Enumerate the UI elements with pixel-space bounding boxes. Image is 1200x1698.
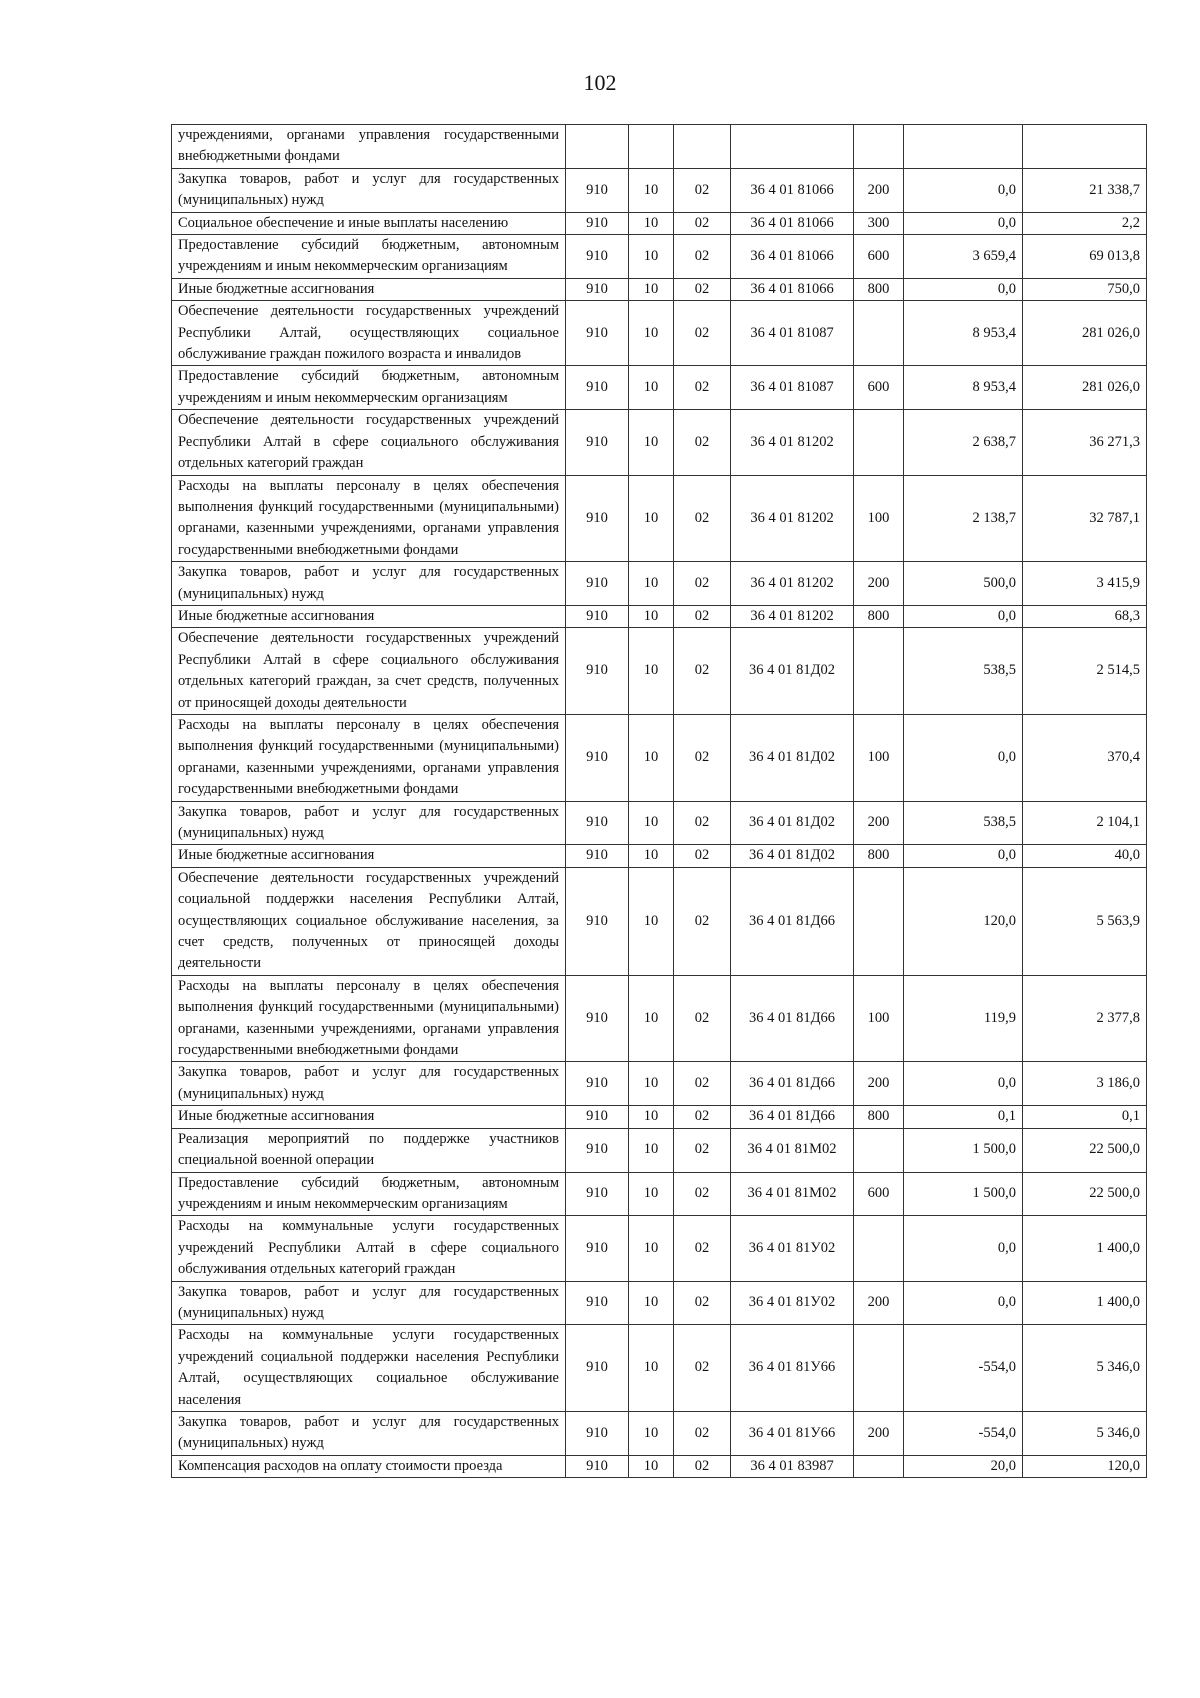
row-grbs-code: 910 bbox=[566, 1128, 629, 1172]
table-row bbox=[172, 410, 1147, 475]
row-section-code: 10 bbox=[629, 605, 674, 627]
row-grbs-code: 910 bbox=[566, 301, 629, 366]
row-target-item-code: 36 4 01 81У66 bbox=[731, 1411, 854, 1455]
row-amount-total: 750,0 bbox=[1023, 278, 1147, 300]
row-amount-total: 1 400,0 bbox=[1023, 1216, 1147, 1281]
row-section-code: 10 bbox=[629, 714, 674, 801]
row-target-item-code: 36 4 01 81М02 bbox=[731, 1128, 854, 1172]
row-subsection-code: 02 bbox=[674, 801, 731, 845]
row-amount-total bbox=[1023, 125, 1147, 169]
row-grbs-code: 910 bbox=[566, 975, 629, 1062]
row-target-item-code: 36 4 01 81066 bbox=[731, 168, 854, 212]
row-amount-change: 0,0 bbox=[904, 1281, 1023, 1325]
row-target-item-code: 36 4 01 81087 bbox=[731, 301, 854, 366]
table-row bbox=[172, 1128, 1147, 1172]
table-row bbox=[172, 714, 1147, 801]
row-section-code: 10 bbox=[629, 1411, 674, 1455]
row-section-code: 10 bbox=[629, 366, 674, 410]
row-grbs-code: 910 bbox=[566, 235, 629, 279]
row-amount-change: 120,0 bbox=[904, 867, 1023, 975]
row-subsection-code: 02 bbox=[674, 1172, 731, 1216]
row-expense-type-code bbox=[854, 1128, 904, 1172]
row-amount-total: 21 338,7 bbox=[1023, 168, 1147, 212]
row-grbs-code: 910 bbox=[566, 628, 629, 715]
row-amount-total: 2,2 bbox=[1023, 212, 1147, 234]
row-section-code: 10 bbox=[629, 212, 674, 234]
table-row bbox=[172, 975, 1147, 1062]
row-description: Предоставление субсидий бюджетным, автономным учреждениям и иным некоммерческим организациям bbox=[172, 366, 566, 410]
row-expense-type-code: 800 bbox=[854, 278, 904, 300]
row-amount-total: 5 346,0 bbox=[1023, 1411, 1147, 1455]
row-target-item-code: 36 4 01 81Д02 bbox=[731, 714, 854, 801]
row-description: Компенсация расходов на оплату стоимости проезда bbox=[172, 1455, 566, 1477]
table-row bbox=[172, 212, 1147, 234]
row-grbs-code: 910 bbox=[566, 714, 629, 801]
row-amount-total: 2 104,1 bbox=[1023, 801, 1147, 845]
row-description: Предоставление субсидий бюджетным, автономным учреждениям и иным некоммерческим организациям bbox=[172, 235, 566, 279]
row-grbs-code: 910 bbox=[566, 475, 629, 562]
row-description: Иные бюджетные ассигнования bbox=[172, 278, 566, 300]
row-expense-type-code: 600 bbox=[854, 235, 904, 279]
table-row bbox=[172, 1172, 1147, 1216]
row-amount-total: 40,0 bbox=[1023, 845, 1147, 867]
row-target-item-code: 36 4 01 81066 bbox=[731, 235, 854, 279]
row-grbs-code: 910 bbox=[566, 1172, 629, 1216]
row-target-item-code: 36 4 01 81202 bbox=[731, 410, 854, 475]
table-row bbox=[172, 1106, 1147, 1128]
row-expense-type-code: 800 bbox=[854, 1106, 904, 1128]
row-description: Закупка товаров, работ и услуг для государственных (муниципальных) нужд bbox=[172, 168, 566, 212]
table-row bbox=[172, 1216, 1147, 1281]
row-subsection-code: 02 bbox=[674, 1216, 731, 1281]
row-description: Иные бюджетные ассигнования bbox=[172, 845, 566, 867]
row-amount-total: 22 500,0 bbox=[1023, 1128, 1147, 1172]
row-amount-change: 0,1 bbox=[904, 1106, 1023, 1128]
row-section-code: 10 bbox=[629, 1325, 674, 1412]
row-subsection-code: 02 bbox=[674, 1411, 731, 1455]
row-section-code: 10 bbox=[629, 278, 674, 300]
table-row bbox=[172, 1411, 1147, 1455]
row-expense-type-code: 200 bbox=[854, 1281, 904, 1325]
row-target-item-code: 36 4 01 81Д66 bbox=[731, 975, 854, 1062]
row-amount-change: -554,0 bbox=[904, 1325, 1023, 1412]
row-section-code: 10 bbox=[629, 1128, 674, 1172]
row-description: Закупка товаров, работ и услуг для государственных (муниципальных) нужд bbox=[172, 1062, 566, 1106]
row-section-code: 10 bbox=[629, 235, 674, 279]
row-target-item-code: 36 4 01 81087 bbox=[731, 366, 854, 410]
table-row bbox=[172, 867, 1147, 975]
row-target-item-code: 36 4 01 81066 bbox=[731, 212, 854, 234]
row-subsection-code: 02 bbox=[674, 845, 731, 867]
row-section-code: 10 bbox=[629, 1281, 674, 1325]
row-amount-total: 32 787,1 bbox=[1023, 475, 1147, 562]
row-section-code: 10 bbox=[629, 867, 674, 975]
row-target-item-code: 36 4 01 81202 bbox=[731, 605, 854, 627]
row-expense-type-code bbox=[854, 1325, 904, 1412]
row-subsection-code: 02 bbox=[674, 1106, 731, 1128]
row-expense-type-code: 300 bbox=[854, 212, 904, 234]
row-expense-type-code bbox=[854, 301, 904, 366]
row-expense-type-code: 800 bbox=[854, 605, 904, 627]
row-target-item-code: 36 4 01 81У66 bbox=[731, 1325, 854, 1412]
row-expense-type-code: 100 bbox=[854, 475, 904, 562]
row-subsection-code bbox=[674, 125, 731, 169]
row-target-item-code: 36 4 01 81066 bbox=[731, 278, 854, 300]
row-section-code: 10 bbox=[629, 975, 674, 1062]
row-expense-type-code: 200 bbox=[854, 168, 904, 212]
row-description: Обеспечение деятельности государственных учреждений Республики Алтай в сфере социального обслуживания отдельных категорий граждан bbox=[172, 410, 566, 475]
row-subsection-code: 02 bbox=[674, 366, 731, 410]
row-target-item-code: 36 4 01 81Д02 bbox=[731, 628, 854, 715]
row-section-code bbox=[629, 125, 674, 169]
row-subsection-code: 02 bbox=[674, 562, 731, 606]
table-row bbox=[172, 125, 1147, 169]
row-section-code: 10 bbox=[629, 301, 674, 366]
row-description: Расходы на коммунальные услуги государственных учреждений Республики Алтай в сфере социального обслуживания отдельных категорий граждан bbox=[172, 1216, 566, 1281]
row-subsection-code: 02 bbox=[674, 1128, 731, 1172]
table-row bbox=[172, 1281, 1147, 1325]
row-description: Расходы на выплаты персоналу в целях обеспечения выполнения функций государственными (муниципальными) органами, казенными учреждениями, органами управления государственными внебюджетными фондами bbox=[172, 475, 566, 562]
row-section-code: 10 bbox=[629, 562, 674, 606]
row-amount-total: 1 400,0 bbox=[1023, 1281, 1147, 1325]
row-amount-change: 20,0 bbox=[904, 1455, 1023, 1477]
row-amount-change: 3 659,4 bbox=[904, 235, 1023, 279]
row-target-item-code: 36 4 01 81М02 bbox=[731, 1172, 854, 1216]
page-number: 102 bbox=[583, 70, 617, 95]
row-expense-type-code: 200 bbox=[854, 1062, 904, 1106]
row-description: Закупка товаров, работ и услуг для государственных (муниципальных) нужд bbox=[172, 1411, 566, 1455]
table-row bbox=[172, 1455, 1147, 1477]
row-subsection-code: 02 bbox=[674, 475, 731, 562]
row-target-item-code: 36 4 01 81Д66 bbox=[731, 867, 854, 975]
row-description: учреждениями, органами управления государственными внебюджетными фондами bbox=[172, 125, 566, 169]
table-row bbox=[172, 1062, 1147, 1106]
table-row bbox=[172, 278, 1147, 300]
table-row bbox=[172, 475, 1147, 562]
row-amount-change: 119,9 bbox=[904, 975, 1023, 1062]
row-description: Закупка товаров, работ и услуг для государственных (муниципальных) нужд bbox=[172, 562, 566, 606]
row-amount-total: 36 271,3 bbox=[1023, 410, 1147, 475]
row-target-item-code: 36 4 01 83987 bbox=[731, 1455, 854, 1477]
row-amount-total: 5 563,9 bbox=[1023, 867, 1147, 975]
row-subsection-code: 02 bbox=[674, 301, 731, 366]
row-section-code: 10 bbox=[629, 1455, 674, 1477]
table-row bbox=[172, 562, 1147, 606]
row-subsection-code: 02 bbox=[674, 1281, 731, 1325]
row-grbs-code: 910 bbox=[566, 562, 629, 606]
table-row bbox=[172, 235, 1147, 279]
row-description: Иные бюджетные ассигнования bbox=[172, 605, 566, 627]
row-description: Расходы на выплаты персоналу в целях обеспечения выполнения функций государственными (муниципальными) органами, казенными учреждениями, органами управления государственными внебюджетными фондами bbox=[172, 714, 566, 801]
row-target-item-code bbox=[731, 125, 854, 169]
row-subsection-code: 02 bbox=[674, 605, 731, 627]
row-description: Обеспечение деятельности государственных учреждений Республики Алтай, осуществляющих социальное обслуживание граждан пожилого возраста и инвалидов bbox=[172, 301, 566, 366]
row-target-item-code: 36 4 01 81202 bbox=[731, 475, 854, 562]
row-grbs-code: 910 bbox=[566, 1325, 629, 1412]
row-amount-change: 538,5 bbox=[904, 628, 1023, 715]
row-section-code: 10 bbox=[629, 1172, 674, 1216]
row-expense-type-code: 200 bbox=[854, 801, 904, 845]
row-section-code: 10 bbox=[629, 845, 674, 867]
row-target-item-code: 36 4 01 81Д02 bbox=[731, 845, 854, 867]
row-grbs-code: 910 bbox=[566, 867, 629, 975]
row-target-item-code: 36 4 01 81Д66 bbox=[731, 1106, 854, 1128]
row-amount-change: 0,0 bbox=[904, 278, 1023, 300]
row-expense-type-code bbox=[854, 410, 904, 475]
row-section-code: 10 bbox=[629, 410, 674, 475]
row-description: Закупка товаров, работ и услуг для государственных (муниципальных) нужд bbox=[172, 801, 566, 845]
row-amount-change: 0,0 bbox=[904, 714, 1023, 801]
row-subsection-code: 02 bbox=[674, 1062, 731, 1106]
row-section-code: 10 bbox=[629, 628, 674, 715]
row-subsection-code: 02 bbox=[674, 975, 731, 1062]
row-subsection-code: 02 bbox=[674, 168, 731, 212]
row-expense-type-code bbox=[854, 867, 904, 975]
row-expense-type-code: 100 bbox=[854, 975, 904, 1062]
row-grbs-code bbox=[566, 125, 629, 169]
row-amount-change: 8 953,4 bbox=[904, 366, 1023, 410]
row-amount-total: 2 514,5 bbox=[1023, 628, 1147, 715]
row-amount-change: 0,0 bbox=[904, 1062, 1023, 1106]
row-amount-change: 0,0 bbox=[904, 168, 1023, 212]
table-row bbox=[172, 1325, 1147, 1412]
row-grbs-code: 910 bbox=[566, 212, 629, 234]
row-amount-total: 2 377,8 bbox=[1023, 975, 1147, 1062]
table-row bbox=[172, 801, 1147, 845]
row-amount-change: 0,0 bbox=[904, 845, 1023, 867]
table-row bbox=[172, 845, 1147, 867]
row-grbs-code: 910 bbox=[566, 1455, 629, 1477]
row-amount-change: 8 953,4 bbox=[904, 301, 1023, 366]
row-amount-change: 500,0 bbox=[904, 562, 1023, 606]
row-subsection-code: 02 bbox=[674, 278, 731, 300]
row-description: Социальное обеспечение и иные выплаты населению bbox=[172, 212, 566, 234]
row-amount-change: 0,0 bbox=[904, 1216, 1023, 1281]
row-section-code: 10 bbox=[629, 1216, 674, 1281]
row-grbs-code: 910 bbox=[566, 801, 629, 845]
row-target-item-code: 36 4 01 81Д02 bbox=[731, 801, 854, 845]
row-expense-type-code bbox=[854, 1216, 904, 1281]
row-amount-total: 281 026,0 bbox=[1023, 301, 1147, 366]
row-amount-change: 0,0 bbox=[904, 212, 1023, 234]
row-amount-total: 281 026,0 bbox=[1023, 366, 1147, 410]
row-subsection-code: 02 bbox=[674, 714, 731, 801]
row-section-code: 10 bbox=[629, 168, 674, 212]
row-description: Закупка товаров, работ и услуг для государственных (муниципальных) нужд bbox=[172, 1281, 566, 1325]
row-amount-total: 370,4 bbox=[1023, 714, 1147, 801]
row-amount-total: 0,1 bbox=[1023, 1106, 1147, 1128]
row-expense-type-code: 800 bbox=[854, 845, 904, 867]
row-amount-total: 69 013,8 bbox=[1023, 235, 1147, 279]
row-expense-type-code bbox=[854, 1455, 904, 1477]
row-target-item-code: 36 4 01 81Д66 bbox=[731, 1062, 854, 1106]
table-body bbox=[172, 125, 1147, 1478]
row-amount-change: 538,5 bbox=[904, 801, 1023, 845]
row-grbs-code: 910 bbox=[566, 1411, 629, 1455]
row-description: Реализация мероприятий по поддержке участников специальной военной операции bbox=[172, 1128, 566, 1172]
row-grbs-code: 910 bbox=[566, 605, 629, 627]
row-subsection-code: 02 bbox=[674, 628, 731, 715]
row-subsection-code: 02 bbox=[674, 235, 731, 279]
row-description: Расходы на выплаты персоналу в целях обеспечения выполнения функций государственными (муниципальными) органами, казенными учреждениями, органами управления государственными внебюджетными фондами bbox=[172, 975, 566, 1062]
row-description: Иные бюджетные ассигнования bbox=[172, 1106, 566, 1128]
row-subsection-code: 02 bbox=[674, 867, 731, 975]
row-grbs-code: 910 bbox=[566, 1281, 629, 1325]
row-subsection-code: 02 bbox=[674, 410, 731, 475]
row-amount-change: 1 500,0 bbox=[904, 1128, 1023, 1172]
row-section-code: 10 bbox=[629, 1106, 674, 1128]
row-grbs-code: 910 bbox=[566, 410, 629, 475]
row-grbs-code: 910 bbox=[566, 168, 629, 212]
row-subsection-code: 02 bbox=[674, 1455, 731, 1477]
row-grbs-code: 910 bbox=[566, 1106, 629, 1128]
row-target-item-code: 36 4 01 81202 bbox=[731, 562, 854, 606]
row-target-item-code: 36 4 01 81У02 bbox=[731, 1216, 854, 1281]
row-grbs-code: 910 bbox=[566, 845, 629, 867]
row-description: Расходы на коммунальные услуги государственных учреждений социальной поддержки населения Республики Алтай, осуществляющих социальное обслуживание населения bbox=[172, 1325, 566, 1412]
row-grbs-code: 910 bbox=[566, 1216, 629, 1281]
row-target-item-code: 36 4 01 81У02 bbox=[731, 1281, 854, 1325]
row-grbs-code: 910 bbox=[566, 366, 629, 410]
table-row bbox=[172, 366, 1147, 410]
row-description: Предоставление субсидий бюджетным, автономным учреждениям и иным некоммерческим организациям bbox=[172, 1172, 566, 1216]
budget-table bbox=[171, 124, 1147, 1478]
row-section-code: 10 bbox=[629, 1062, 674, 1106]
row-amount-change: 2 638,7 bbox=[904, 410, 1023, 475]
row-expense-type-code: 200 bbox=[854, 1411, 904, 1455]
row-amount-total: 22 500,0 bbox=[1023, 1172, 1147, 1216]
table-row bbox=[172, 168, 1147, 212]
row-amount-change: 2 138,7 bbox=[904, 475, 1023, 562]
row-subsection-code: 02 bbox=[674, 1325, 731, 1412]
row-expense-type-code bbox=[854, 628, 904, 715]
row-section-code: 10 bbox=[629, 475, 674, 562]
row-amount-total: 5 346,0 bbox=[1023, 1325, 1147, 1412]
row-grbs-code: 910 bbox=[566, 278, 629, 300]
row-amount-total: 120,0 bbox=[1023, 1455, 1147, 1477]
row-subsection-code: 02 bbox=[674, 212, 731, 234]
row-amount-change: 0,0 bbox=[904, 605, 1023, 627]
row-amount-change: 1 500,0 bbox=[904, 1172, 1023, 1216]
row-description: Обеспечение деятельности государственных учреждений Республики Алтай в сфере социального обслуживания отдельных категорий граждан, за счет средств, полученных от приносящей доходы деятельности bbox=[172, 628, 566, 715]
row-expense-type-code: 100 bbox=[854, 714, 904, 801]
row-expense-type-code bbox=[854, 125, 904, 169]
row-expense-type-code: 600 bbox=[854, 1172, 904, 1216]
row-amount-total: 3 186,0 bbox=[1023, 1062, 1147, 1106]
row-amount-total: 3 415,9 bbox=[1023, 562, 1147, 606]
row-section-code: 10 bbox=[629, 801, 674, 845]
row-expense-type-code: 600 bbox=[854, 366, 904, 410]
row-grbs-code: 910 bbox=[566, 1062, 629, 1106]
row-expense-type-code: 200 bbox=[854, 562, 904, 606]
table-row bbox=[172, 605, 1147, 627]
row-description: Обеспечение деятельности государственных учреждений социальной поддержки населения Республики Алтай, осуществляющих социальное обслуживание населения, за счет средств, полученных от приносящей доходы деятельности bbox=[172, 867, 566, 975]
row-amount-change bbox=[904, 125, 1023, 169]
row-amount-total: 68,3 bbox=[1023, 605, 1147, 627]
table-row bbox=[172, 628, 1147, 715]
table-row bbox=[172, 301, 1147, 366]
row-amount-change: -554,0 bbox=[904, 1411, 1023, 1455]
